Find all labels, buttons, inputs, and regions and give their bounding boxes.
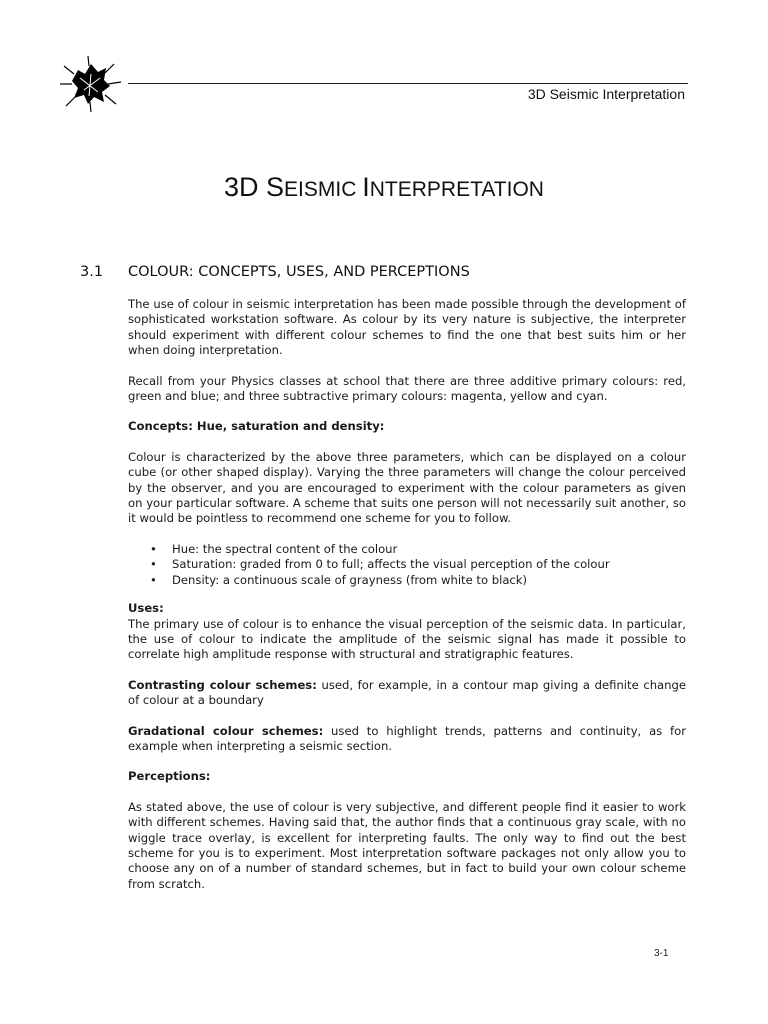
body-text (128, 297, 686, 907)
list-item: • Hue: the spectral content of the colour (150, 542, 686, 557)
seismic-burst-icon (58, 56, 122, 112)
parameter-list (128, 542, 686, 588)
section-number: 3.1 (80, 264, 104, 280)
section-title: COLOUR: CONCEPTS, USES, AND PERCEPTIONS (128, 264, 470, 280)
gradational-text: used to highlight trends, patterns and continuity, as for example when interpreting a seismic section. (128, 723, 686, 753)
gradational-label: Gradational colour schemes: (128, 723, 324, 738)
list-item: • Density: a continuous scale of grayness (from white to black) (150, 573, 686, 588)
list-item: • Saturation: graded from 0 to full; affects the visual perception of the colour (150, 557, 686, 572)
header-rule (128, 83, 688, 84)
contrasting-text: used, for example, in a contour map giving a definite change of colour at a boundary (128, 677, 686, 708)
section-heading (80, 264, 470, 280)
chapter-title: 3D SEISMIC INTERPRETATION (224, 172, 544, 202)
paragraph-uses: The primary use of colour is to enhance the visual perception of the seismic data. In particular, the use of colour to indicate the amplitude of the seismic signal has made it possible to correlate high amplitude response with structural and stratigraphic features. (128, 616, 686, 662)
uses-heading: Uses: (128, 601, 164, 616)
contrasting-label: Contrasting colour schemes: (128, 677, 317, 692)
page-number: 3-1 (654, 948, 669, 959)
concepts-heading: Concepts: Hue, saturation and density: (128, 419, 385, 434)
running-header: 3D Seismic Interpretation (527, 86, 685, 102)
paragraph-gradational (128, 724, 686, 755)
paragraph-concepts: Colour is characterized by the above three parameters, which can be displayed on a colour cube (or other shaped display). Varying the three parameters will change the colour perceived by the observer, and you are encouraged to experiment with the colour parameters as given on your particular software. A scheme that suits one person will not necessarily suit another, so it would be pointless to recommend one scheme for you to follow. (128, 449, 686, 526)
paragraph-perceptions: As stated above, the use of colour is very subjective, and different people find it easier to work with different schemes. Having said that, the author finds that a continuous gray scale, with no wiggle trace overlay, is excellent for interpreting faults. The only way to find out the best scheme for you is to experiment. Most interpretation software packages not only allow you to choose any on of a number of standard schemes, but in fact to build your own colour scheme from scratch. (128, 799, 686, 891)
paragraph-intro-2: Recall from your Physics classes at school that there are three additive primary colours: red, green and blue; and three subtractive primary colours: magenta, yellow and cyan. (128, 373, 686, 404)
paragraph-contrasting (128, 678, 686, 709)
perceptions-heading: Perceptions: (128, 769, 211, 784)
paragraph-intro-1: The use of colour in seismic interpretation has been made possible through the development of sophisticated workstation software. As colour by its very nature is subjective, the interpreter should experiment with different colour schemes to find the one that best suits him or her when doing interpretation. (128, 297, 686, 358)
